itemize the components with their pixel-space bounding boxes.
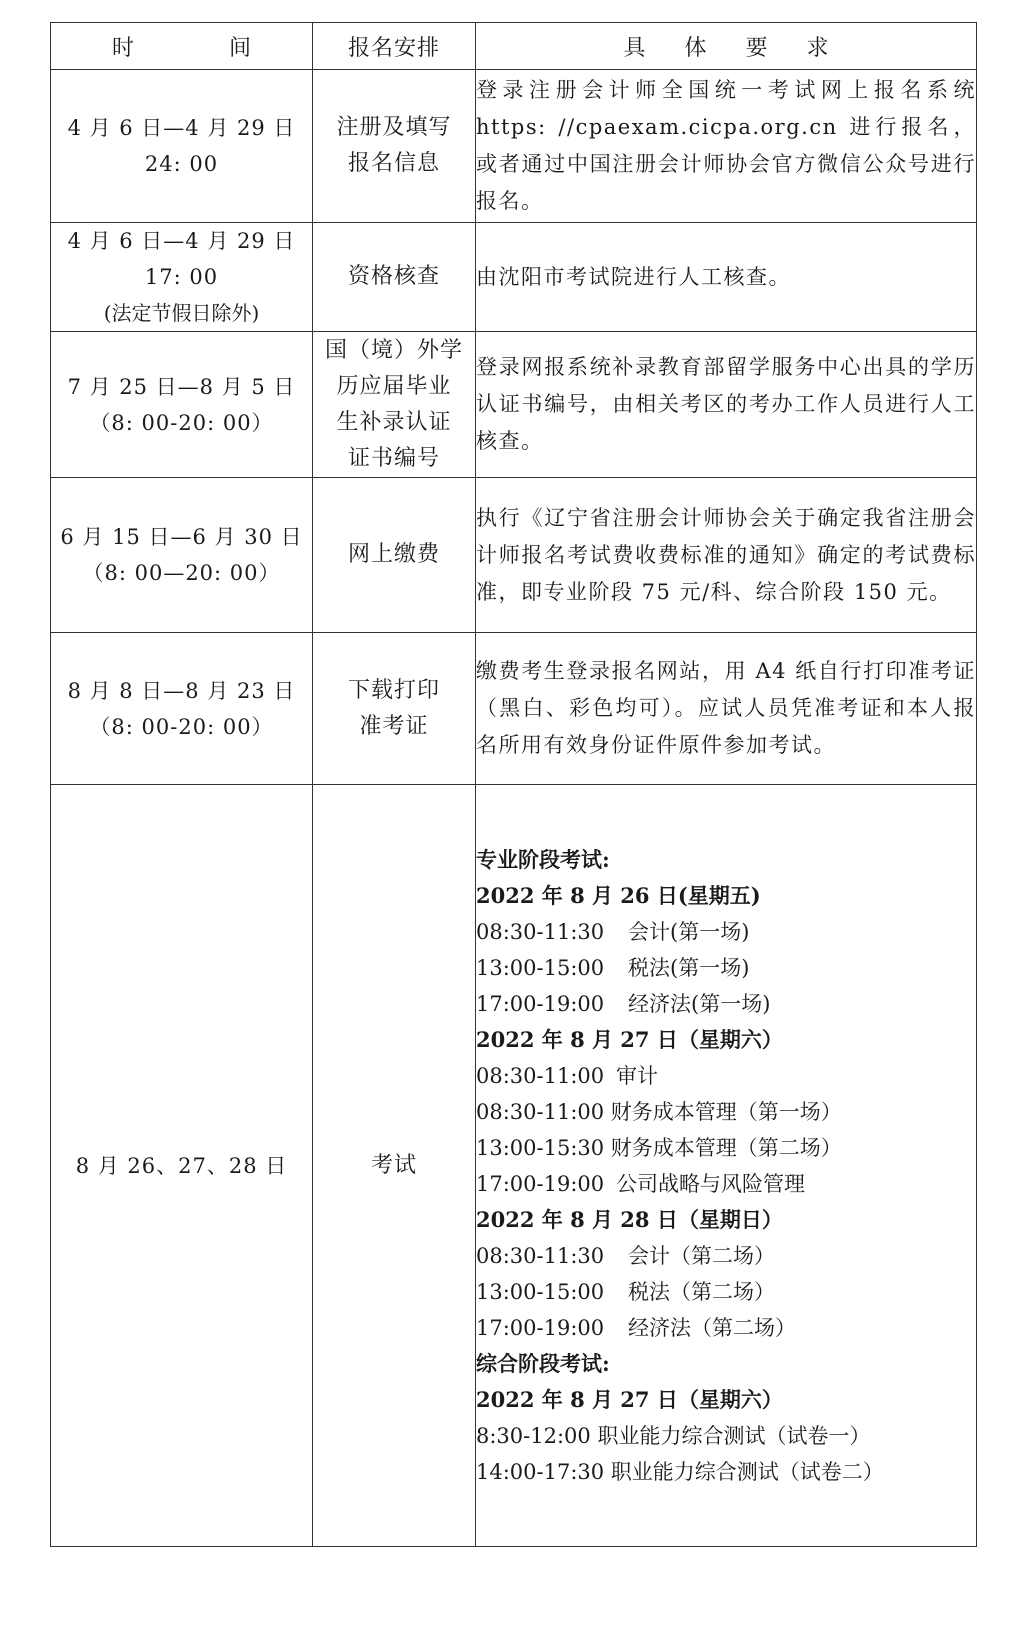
- exam-schedule-entry: [476, 1094, 976, 1130]
- exam-schedule-entry: [476, 1166, 976, 1202]
- exam-time: 13:00-15:00: [476, 955, 605, 980]
- cell-arrangement: 网上缴费: [313, 478, 476, 633]
- cell-arrangement: 资格核查: [313, 223, 476, 332]
- cell-time: 8 月 8 日—8 月 23 日 （8: 00-20: 00）: [51, 633, 313, 785]
- exam-schedule-heading: [476, 842, 976, 878]
- exam-schedule-entry: [476, 1238, 976, 1274]
- cell-arrangement: 考试: [313, 785, 476, 1547]
- exam-subject: 会计(第一场): [628, 919, 750, 944]
- cell-requirement: 执行《辽宁省注册会计师协会关于确定我省注册会计师报名考试费收费标准的通知》确定的考试费标准，即专业阶段 75 元/科、综合阶段 150 元。: [476, 478, 977, 633]
- cell-requirement: 由沈阳市考试院进行人工核查。: [476, 223, 977, 332]
- exam-time: 08:30-11:00: [476, 1063, 605, 1088]
- table-row: [51, 70, 977, 223]
- exam-subject: 公司战略与风险管理: [616, 1171, 805, 1196]
- cell-time: 4 月 6 日—4 月 29 日 24: 00: [51, 70, 313, 223]
- exam-time: 2022 年 8 月 27 日（星期六）: [476, 1386, 783, 1412]
- exam-time: 2022 年 8 月 28 日（星期日）: [476, 1206, 783, 1232]
- cell-time: 7 月 25 日—8 月 5 日 （8: 00-20: 00）: [51, 332, 313, 478]
- cell-time: 6 月 15 日—6 月 30 日 （8: 00—20: 00）: [51, 478, 313, 633]
- exam-time: 17:00-19:00: [476, 991, 605, 1016]
- exam-subject: 会计（第二场）: [628, 1243, 775, 1268]
- exam-subject: 经济法(第一场): [628, 991, 771, 1016]
- exam-schedule-entry: [476, 1130, 976, 1166]
- cell-arrangement: 注册及填写 报名信息: [313, 70, 476, 223]
- exam-time: 08:30-11:30: [476, 1243, 605, 1268]
- exam-subject: 税法(第一场): [628, 955, 750, 980]
- exam-schedule-heading: [476, 1382, 976, 1418]
- exam-time: 综合阶段考试:: [476, 1350, 610, 1376]
- exam-time: 08:30-11:30: [476, 919, 605, 944]
- exam-time: 2022 年 8 月 27 日（星期六）: [476, 1026, 783, 1052]
- exam-time: 17:00-19:00: [476, 1171, 605, 1196]
- exam-time: 08:30-11:00 财务成本管理（第一场）: [476, 1099, 842, 1124]
- table-header-row: [51, 23, 977, 70]
- table-row: [51, 223, 977, 332]
- cell-exam-schedule: [476, 785, 977, 1547]
- cell-requirement: 登录网报系统补录教育部留学服务中心出具的学历认证书编号，由相关考区的考办工作人员进行人工核查。: [476, 332, 977, 478]
- cell-time: 8 月 26、27、28 日: [51, 785, 313, 1547]
- exam-schedule-entry: [476, 1418, 976, 1454]
- exam-subject: 审计: [616, 1063, 658, 1088]
- exam-schedule-heading: [476, 878, 976, 914]
- cell-time: 4 月 6 日—4 月 29 日 17: 00 (法定节假日除外): [51, 223, 313, 332]
- cell-requirement: 登录注册会计师全国统一考试网上报名系统 https: //cpaexam.cicpa.org.cn 进行报名，或者通过中国注册会计师协会官方微信公众号进行报名。: [476, 70, 977, 223]
- header-requirements: 具 体 要 求: [476, 23, 977, 70]
- exam-time: 13:00-15:30 财务成本管理（第二场）: [476, 1135, 842, 1160]
- exam-time: 13:00-15:00: [476, 1279, 605, 1304]
- table-row: [51, 785, 977, 1547]
- exam-schedule-entry: [476, 1454, 976, 1490]
- exam-time: 17:00-19:00: [476, 1315, 605, 1340]
- exam-subject: 经济法（第二场）: [628, 1315, 796, 1340]
- exam-schedule-heading: [476, 1202, 976, 1238]
- exam-time: 8:30-12:00 职业能力综合测试（试卷一）: [476, 1423, 871, 1448]
- table-row: [51, 478, 977, 633]
- cell-arrangement: 国（境）外学 历应届毕业 生补录认证 证书编号: [313, 332, 476, 478]
- exam-time: 2022 年 8 月 26 日(星期五): [476, 882, 761, 908]
- exam-schedule-entry: [476, 1310, 976, 1346]
- exam-schedule-entry: [476, 950, 976, 986]
- exam-subject: 税法（第二场）: [628, 1279, 775, 1304]
- exam-time: 14:00-17:30 职业能力综合测试（试卷二）: [476, 1459, 884, 1484]
- cell-requirement: 缴费考生登录报名网站，用 A4 纸自行打印准考证（黑白、彩色均可）。应试人员凭准考证和本人报名所用有效身份证件原件参加考试。: [476, 633, 977, 785]
- table-row: [51, 633, 977, 785]
- exam-schedule-heading: [476, 1022, 976, 1058]
- exam-schedule-entry: [476, 1058, 976, 1094]
- header-arrangement: 报名安排: [313, 23, 476, 70]
- exam-schedule-entry: [476, 986, 976, 1022]
- registration-schedule-table: [50, 22, 977, 1547]
- exam-schedule-heading: [476, 1346, 976, 1382]
- exam-schedule-entry: [476, 914, 976, 950]
- header-time: 时 间: [51, 23, 313, 70]
- exam-schedule-entry: [476, 1274, 976, 1310]
- cell-arrangement: 下载打印 准考证: [313, 633, 476, 785]
- exam-schedule-list: [476, 842, 976, 1490]
- exam-time: 专业阶段考试:: [476, 846, 610, 872]
- table-row: [51, 332, 977, 478]
